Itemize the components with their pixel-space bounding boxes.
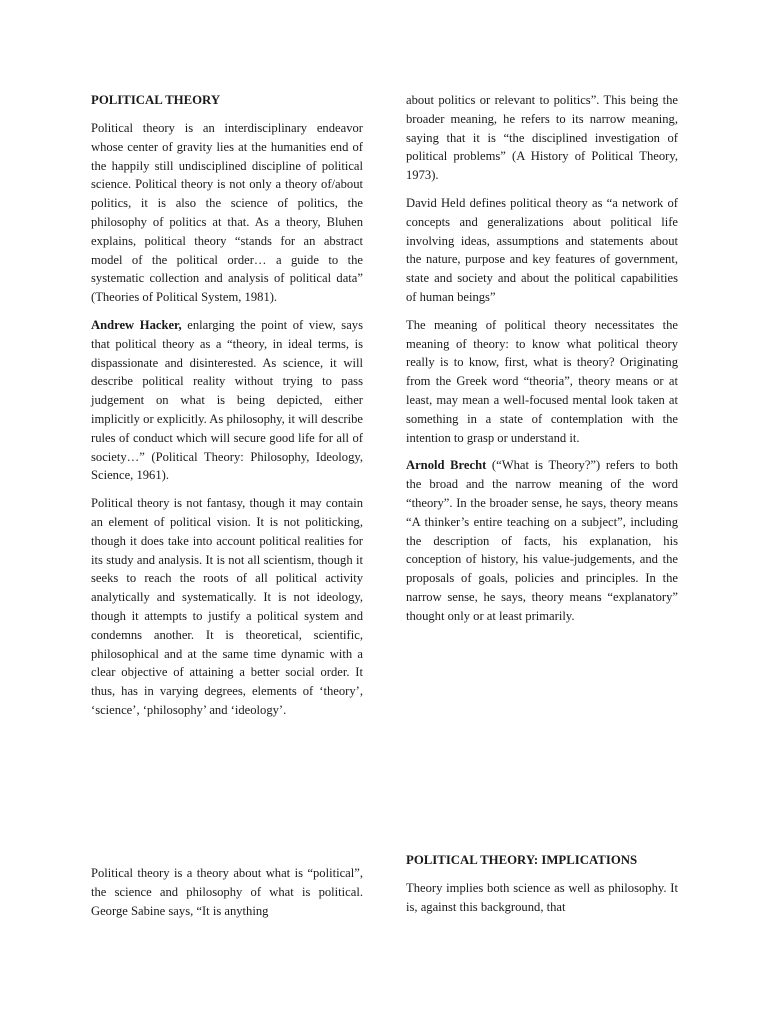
paragraph-sabine-continued: about politics or relevant to politics”. This being the broader meaning, he refers to its narrow meaning, saying that it is “the disciplined investigation of political problems” (A History of Political Theory, 1973).	[406, 93, 678, 183]
paragraph-hacker-text: enlarging the point of view, says that political theory as a “theory, in ideal terms, is dispassionate and disinterested. As science, it will describe political reality without trying to pass judgement on what is being depicted, either implicitly or explicitly. As philosophy, it will describe rules of conduct which will secure good life for all of society…” (Political Theory: Philosophy, Ideology, Science, 1961).	[91, 317, 363, 483]
paragraph-not-fantasy: Political theory is not fantasy, though it may contain an element of political vision. It is not politicking, though it does take into account political realities for its study and analysis. It is not all scientism, though it seeks to reach the roots of all political activity analytically and systematically. It is not ideology, though it attempts to justify a political system and condemns another. It is theoretical, scientific, philosophical and at the same time dynamic with a clear objective of attaining a better social order. It thus, has in varying degrees, elements of ‘theory’, ‘science’, ‘philosophy’ and ‘ideology’.	[91, 496, 363, 717]
left-column-top	[91, 91, 363, 729]
left-column-bottom	[91, 864, 363, 929]
right-column-top	[406, 91, 678, 635]
section-heading-implications: POLITICAL THEORY: IMPLICATIONS	[406, 853, 638, 867]
paragraph-brecht-text: (“What is Theory?”) refers to both the broad and the narrow meaning of the word “theory”. In the broader sense, he says, theory means “A thinker’s entire teaching on a subject”, including the description of facts, his explanation, his conception of history, his value-judgements, and the proposals of goals, policies and principles. In the narrow sense, he says, theory means “explanatory” thought only or at least primarily.	[406, 458, 678, 623]
paragraph-meaning-of-theory: The meaning of political theory necessitates the meaning of theory: to know what political theory really is to know, first, what is theory? Originating from the Greek word “theoria”, theory means or at least, may mean a well-focused mental look taken at something in a state of contemplation with the intention to grasp or understand it.	[406, 317, 678, 445]
author-name-hacker: Andrew Hacker,	[91, 317, 182, 332]
author-name-brecht: Arnold Brecht	[406, 458, 487, 473]
paragraph-hacker	[91, 316, 363, 485]
section-heading-political-theory: POLITICAL THEORY	[91, 93, 221, 107]
paragraph-what-is-political: Political theory is a theory about what is “political”, the science and philosophy of what is political. George Sabine says, “It is anything	[91, 866, 363, 918]
paragraph-definition: Political theory is an interdisciplinary endeavor whose center of gravity lies at the humanities end of the happily still undisciplined discipline of political science. Political theory is not only a theory of/about politics, it is also the science of politics, the philosophy of politics at that. As a theory, Bluhen explains, political theory “stands for an abstract model of the political order… a guide to the systematic collection and analysis of political data” (Theories of Political System, 1981).	[91, 121, 363, 305]
paragraph-held: David Held defines political theory as “a network of concepts and generalizations about political life involving ideas, assumptions and statements about the nature, purpose and key features of government, state and society and about the political capabilities of human beings”	[406, 195, 678, 304]
paragraph-implications: Theory implies both science as well as philosophy. It is, against this background, that	[406, 881, 678, 914]
right-column-bottom	[406, 851, 678, 926]
paragraph-brecht	[406, 456, 678, 625]
